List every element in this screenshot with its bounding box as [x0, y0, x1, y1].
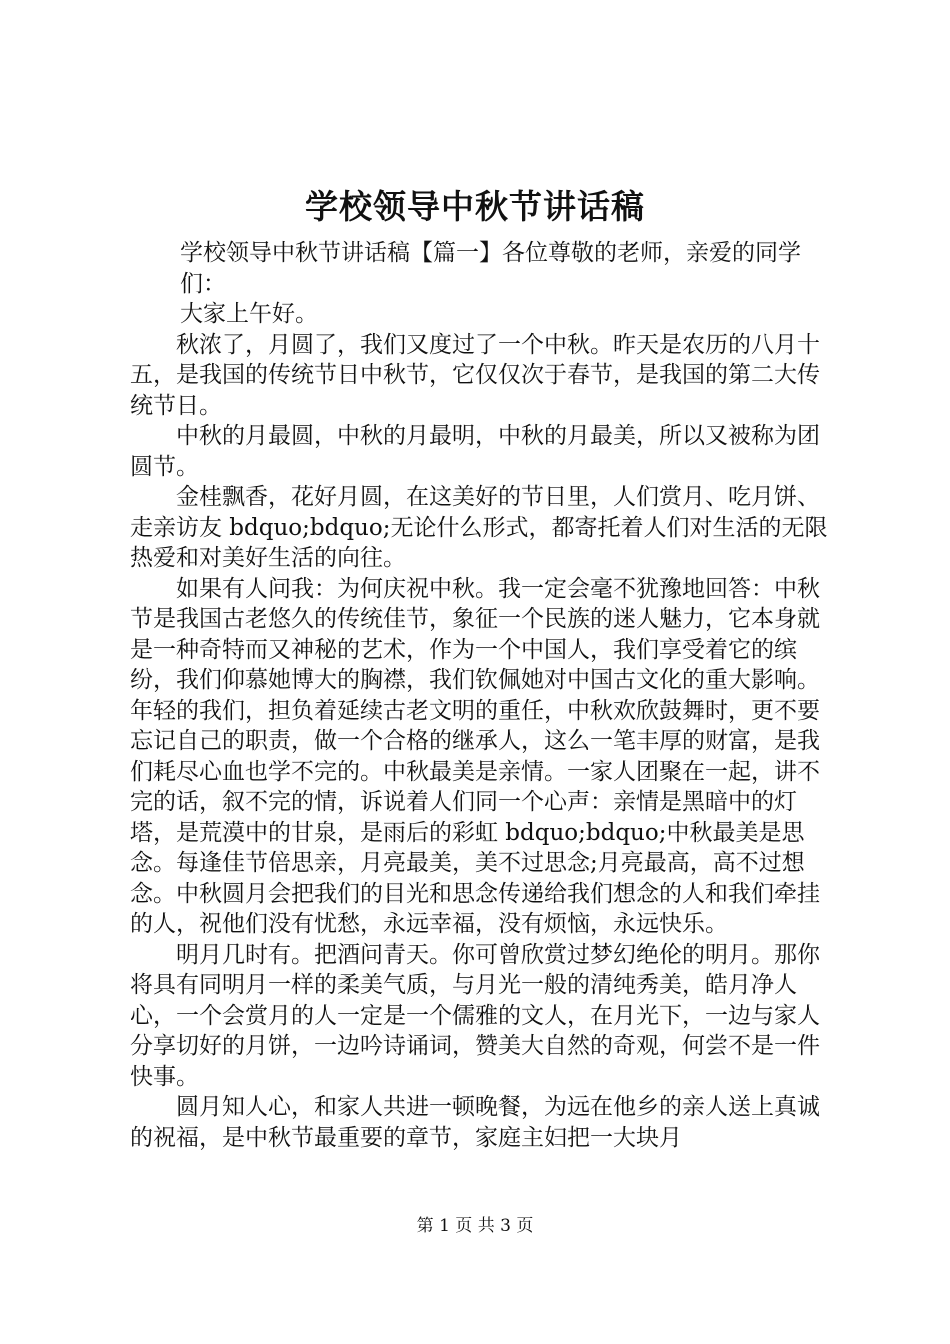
- paragraph-6: 圆月知人心，和家人共进一顿晚餐，为远在他乡的亲人送上真诚的祝福，是中秋节最重要的章节，家庭主妇把一大块月: [130, 1094, 820, 1151]
- paragraph-salutation: 学校领导中秋节讲话稿【篇一】各位尊敬的老师，亲爱的同学们：: [180, 240, 801, 297]
- paragraph-4: 如果有人问我：为何庆祝中秋。我一定会毫不犹豫地回答：中秋节是我国古老悠久的传统佳节，象征一个民族的迷人魅力，它本身就是一种奇特而又神秘的艺术，作为一个中国人，我们享受着它的缤纷，我们仰慕她博大的胸襟，我们钦佩她对中国古文化的重大影响。年轻的我们，担负着延续古老文明的重任，中秋欢欣鼓舞时，更不要忘记自己的职责，做一个合格的继承人，这么一笔丰厚的财富，是我们耗尽心血也学不完的。中秋最美是亲情。一家人团聚在一起，讲不完的话，叙不完的情，诉说着人们同一个心声：亲情是黑暗中的灯塔，是荒漠中的甘泉，是雨后的彩虹 bdquo;bdquo;中秋最美是思念。每逢佳节倍思亲，月亮最美，美不过思念;月亮最高，高不过想念。中秋圆月会把我们的目光和思念传递给我们想念的人和我们牵挂的人，祝他们没有忧愁，永远幸福，没有烦恼，永远快乐。: [130, 575, 820, 937]
- paragraph-2: 中秋的月最圆，中秋的月最明，中秋的月最美，所以又被称为团圆节。: [130, 423, 820, 480]
- paragraph-3: 金桂飘香，花好月圆，在这美好的节日里，人们赏月、吃月饼、走亲访友 bdquo;bdquo;无论什么形式，都寄托着人们对生活的无限热爱和对美好生活的向往。: [130, 484, 828, 571]
- page-footer: 第 1 页 共 3 页: [416, 1216, 534, 1236]
- paragraph-greeting: 大家上午好。: [180, 301, 318, 327]
- paragraph-5: 明月几时有。把酒问青天。你可曾欣赏过梦幻绝伦的明月。那你将具有同明月一样的柔美气质，与月光一般的清纯秀美，皓月净人心，一个会赏月的人一定是一个儒雅的文人，在月光下，一边与家人分享切好的月饼，一边吟诗诵词，赞美大自然的奇观，何尝不是一件快事。: [130, 941, 820, 1090]
- document-title: 学校领导中秋节讲话稿: [305, 187, 645, 226]
- document-body: [130, 238, 830, 1153]
- paragraph-1: 秋浓了，月圆了，我们又度过了一个中秋。昨天是农历的八月十五，是我国的传统节日中秋节，它仅仅次于春节，是我国的第二大传统节日。: [130, 331, 820, 419]
